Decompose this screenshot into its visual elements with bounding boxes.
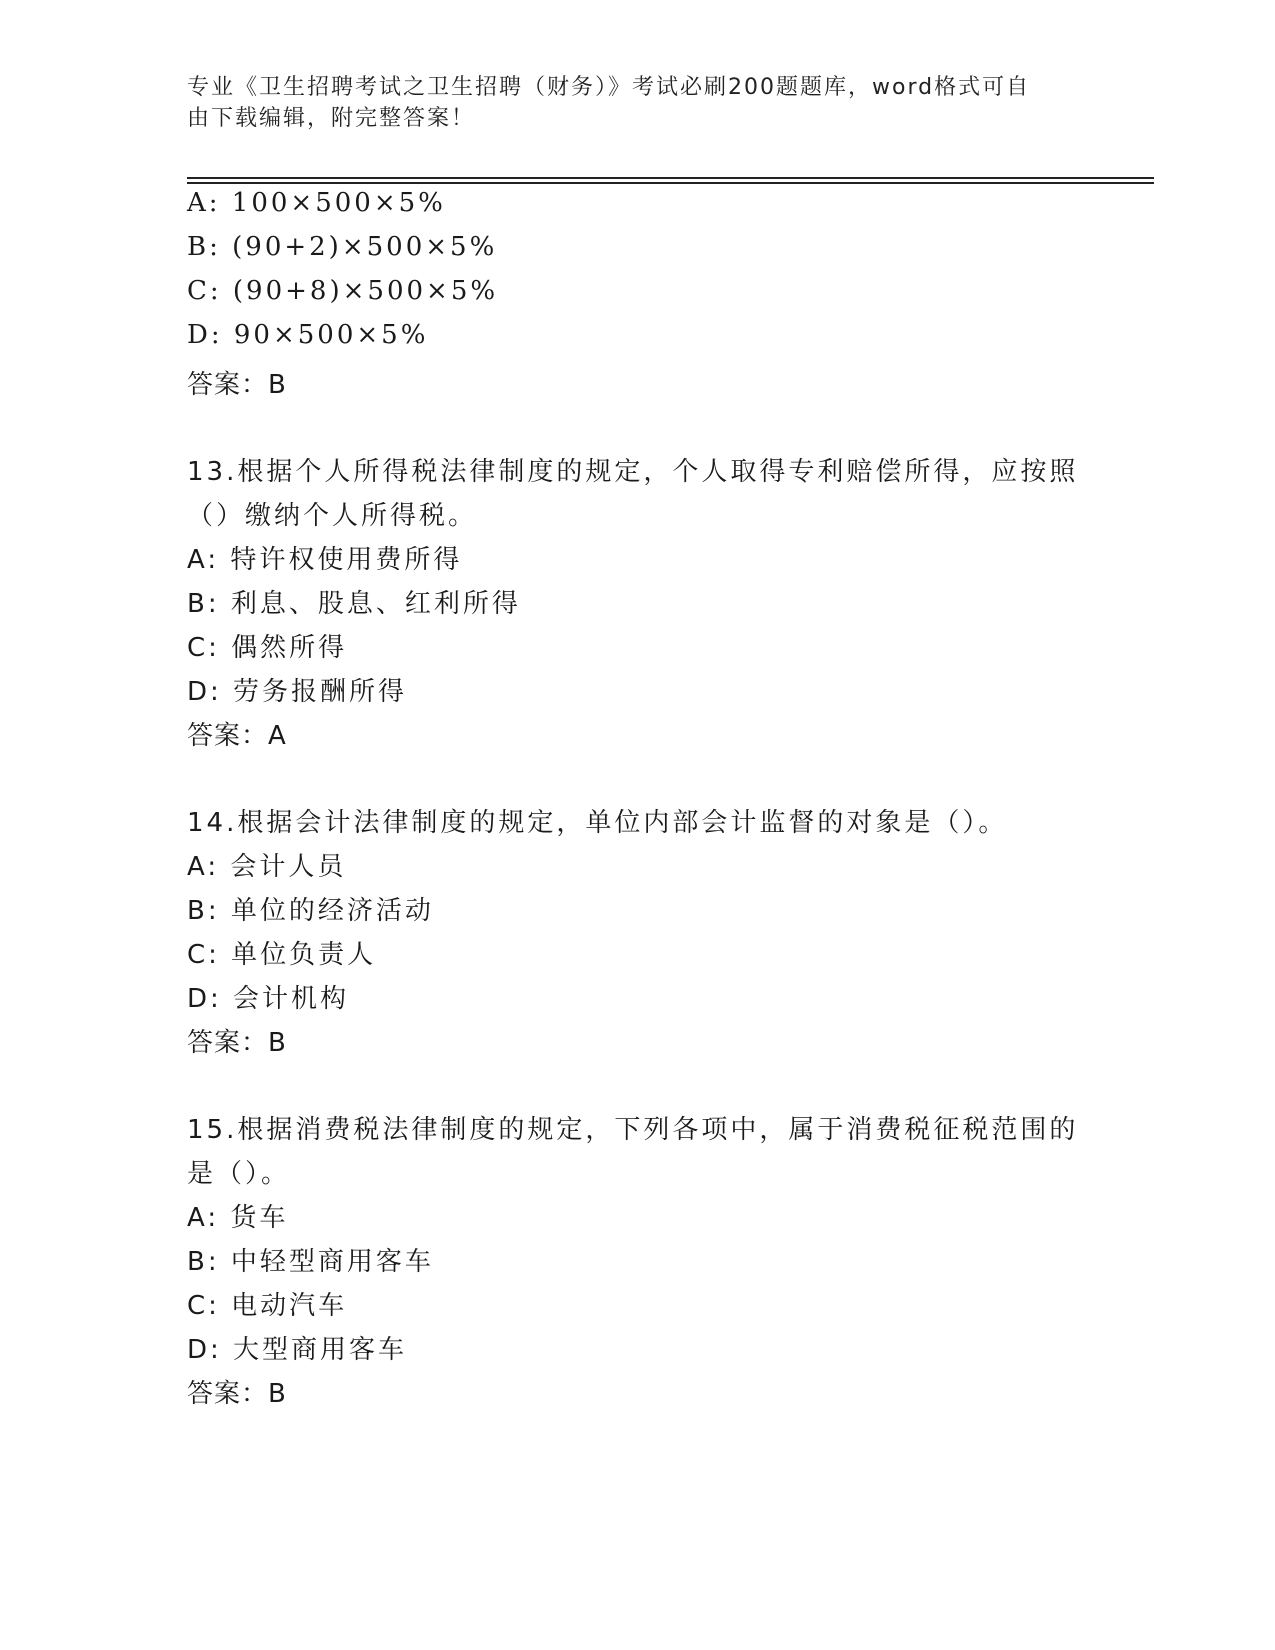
q14-answer: 答案：B [187,1028,287,1058]
header-line-2: 由下载编辑，附完整答案！ [187,106,476,131]
q12-answer: 答案：B [187,370,287,400]
q12-option-c: C: (90+8)×500×5% [187,276,499,306]
q13-stem-line-2: （）缴纳个人所得税。 [187,501,478,531]
document-header [187,72,1067,134]
q12-option-d: D: 90×500×5% [187,320,429,350]
q13-stem-line-1: 13.根据个人所得税法律制度的规定，个人取得专利赔偿所得，应按照 [187,457,1079,487]
q13-answer: 答案：A [187,721,287,751]
header-divider-top [187,177,1154,179]
q15-answer: 答案：B [187,1379,287,1409]
q12-option-b: B: (90+2)×500×5% [187,232,498,262]
q15-option-d: D: 大型商用客车 [187,1335,408,1365]
q13-option-d: D: 劳务报酬所得 [187,677,408,707]
q14-option-b: B: 单位的经济活动 [187,896,434,926]
q15-option-a: A: 货车 [187,1203,289,1233]
q15-stem-line-2: 是（）。 [187,1159,291,1189]
q15-option-c: C: 电动汽车 [187,1291,348,1321]
header-divider-bottom [187,182,1154,184]
q14-stem-line-1: 14.根据会计法律制度的规定，单位内部会计监督的对象是（）。 [187,808,1008,838]
q13-option-c: C: 偶然所得 [187,633,348,663]
q14-option-c: C: 单位负责人 [187,940,377,970]
q13-option-a: A: 特许权使用费所得 [187,545,463,575]
q13-option-b: B: 利息、股息、红利所得 [187,589,521,619]
header-line-1: 专业《卫生招聘考试之卫生招聘（财务）》考试必刷200题题库，word格式可自 [187,75,1031,100]
q14-option-d: D: 会计机构 [187,984,350,1014]
q15-stem-line-1: 15.根据消费税法律制度的规定，下列各项中，属于消费税征税范围的 [187,1115,1079,1145]
q12-option-a: A: 100×500×5% [187,188,446,218]
q15-option-b: B: 中轻型商用客车 [187,1247,434,1277]
q14-option-a: A: 会计人员 [187,852,347,882]
